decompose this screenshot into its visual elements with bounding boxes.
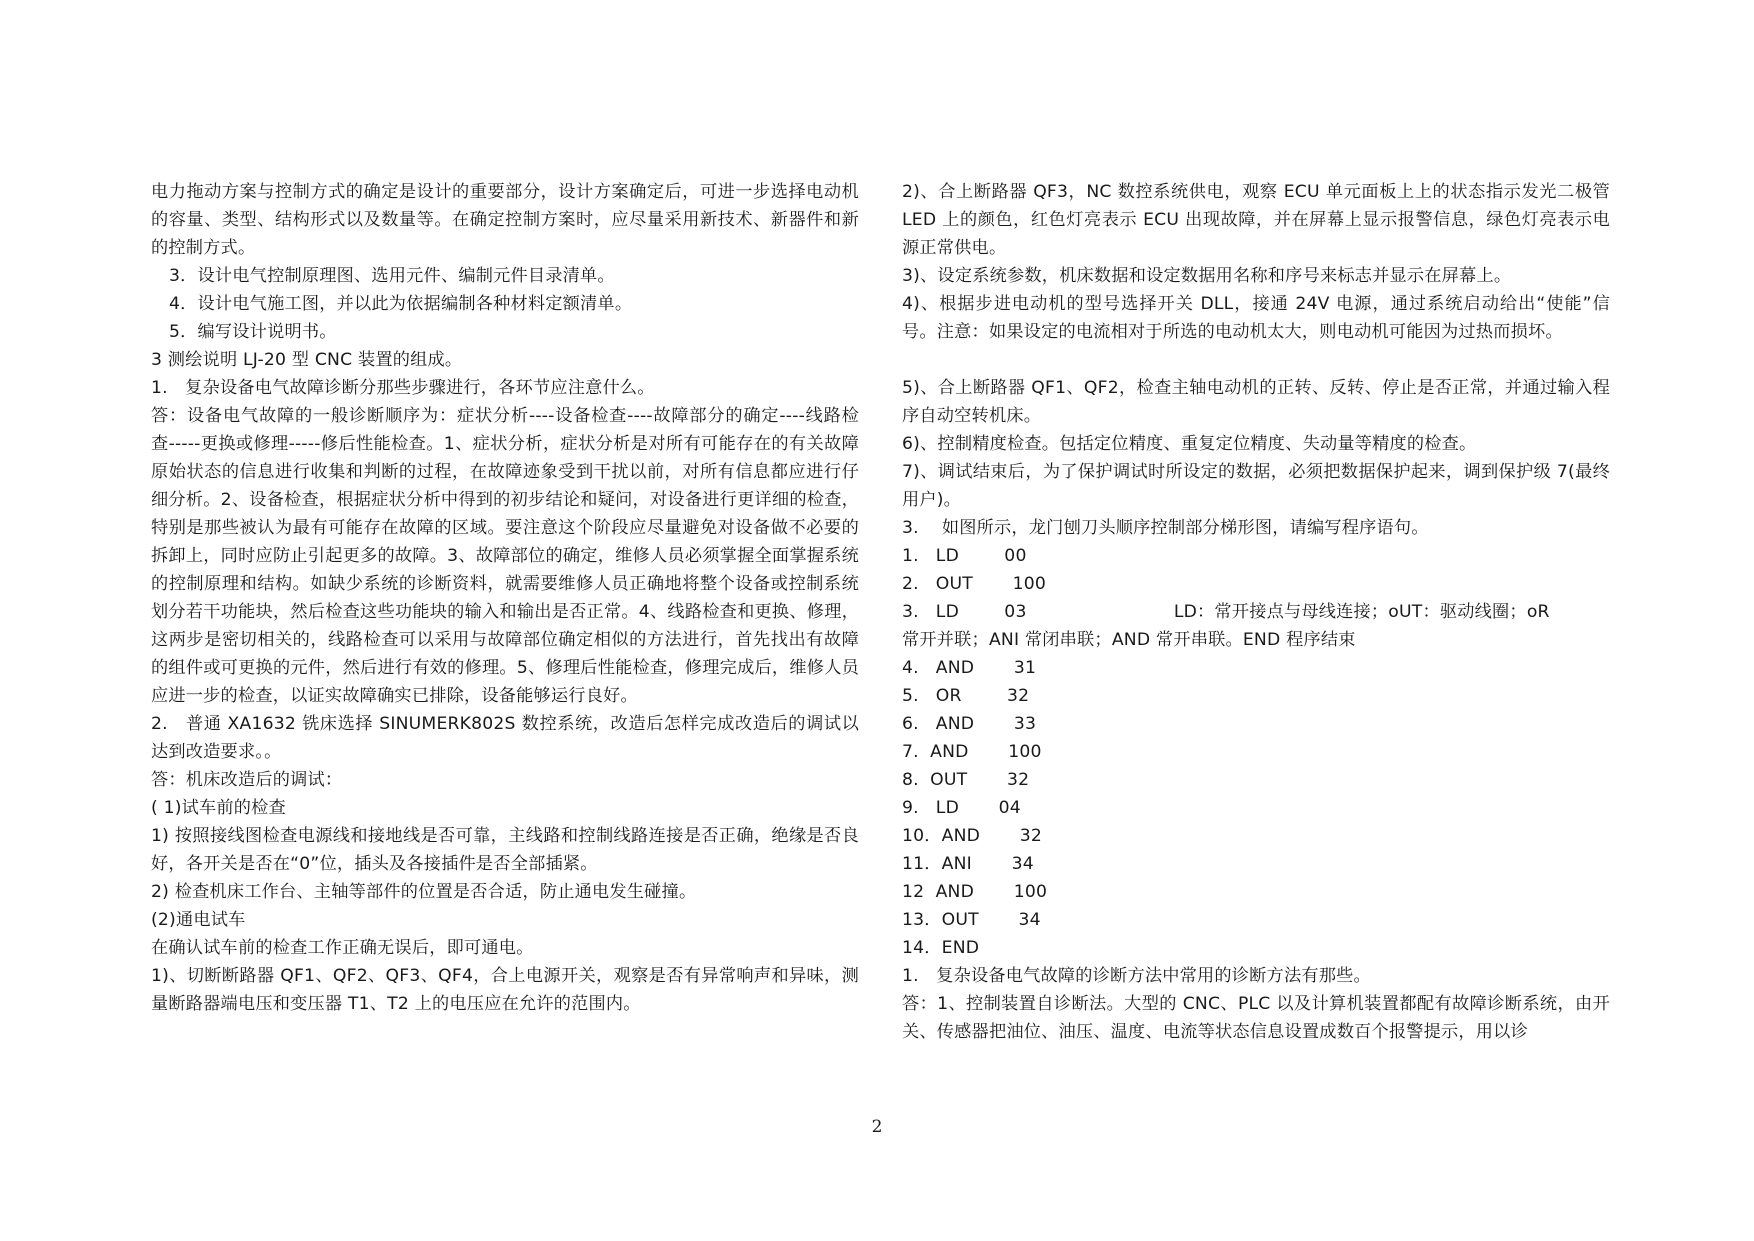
paragraph: 4．设计电气施工图，并以此为依据编制各种材料定额清单。 bbox=[169, 294, 633, 314]
paragraph: 3．设计电气控制原理图、选用元件、编制元件目录清单。 bbox=[169, 266, 615, 286]
paragraph: 3. 如图所示，龙门刨刀头顺序控制部分梯形图，请编写程序语句。 bbox=[902, 518, 1429, 538]
program-line: 6. AND 33 bbox=[902, 714, 1037, 734]
paragraph: 3 测绘说明 LJ-20 型 CNC 装置的组成。 bbox=[151, 350, 463, 370]
program-line: 9. LD 04 bbox=[902, 798, 1021, 818]
program-line: 2. OUT 100 bbox=[902, 574, 1047, 594]
paragraph: (2)通电试车 bbox=[151, 910, 246, 930]
paragraph: 在确认试车前的检查工作正确无误后，即可通电。 bbox=[151, 938, 534, 958]
paragraph: 3)、设定系统参数，机床数据和设定数据用名称和序号来标志并显示在屏幕上。 bbox=[902, 266, 1512, 286]
right-column bbox=[902, 178, 1610, 1046]
paragraph: 2)、合上断路器 QF3，NC 数控系统供电，观察 ECU 单元面板上上的状态指示发光二极管 LED 上的颜色，红色灯亮表示 ECU 出现故障，并在屏幕上显示报警信息，绿色灯亮表示电源正常供电。 bbox=[902, 182, 1610, 258]
paragraph: 1) 按照接线图检查电源线和接地线是否可靠，主线路和控制线路连接是否正确，绝缘是否良好，各开关是否在“0”位，插头及各接插件是否全部插紧。 bbox=[151, 826, 859, 874]
program-line: 10．AND 32 bbox=[902, 826, 1043, 846]
paragraph: 6)、控制精度检查。包括定位精度、重复定位精度、失动量等精度的检查。 bbox=[902, 434, 1477, 454]
paragraph: 5．编写设计说明书。 bbox=[169, 322, 337, 342]
paragraph: 1. 复杂设备电气故障诊断分那些步骤进行，各环节应注意什么。 bbox=[151, 378, 655, 398]
program-line: 1. LD 00 bbox=[902, 546, 1027, 566]
blank-line bbox=[902, 346, 1610, 374]
program-line: 5. OR 32 bbox=[902, 686, 1030, 706]
paragraph: 1)、切断断路器 QF1、QF2、QF3、QF4，合上电源开关，观察是否有异常响声和异味，测量断路器端电压和变压器 T1、T2 上的电压应在允许的范围内。 bbox=[151, 966, 859, 1014]
program-line: 3. LD 03 LD：常开接点与母线连接；oUT：驱动线圈；oR bbox=[902, 602, 1550, 622]
paragraph: 答：设备电气故障的一般诊断顺序为：症状分析----设备检查----故障部分的确定----线路检查-----更换或修理-----修后性能检查。1、症状分析，症状分析是对所有可能存在的有关故障原始状态的信息进行收集和判断的过程，在故障迹象受到干扰以前，对所有信息都应进行仔细分析。2、设备检查，根据症状分析中得到的初步结论和疑问，对设备进行更详细的检查，特别是那些被认为最有可能存在故障的区域。要注意这个阶段应尽量避免对设备做不必要的拆卸上，同时应防止引起更多的故障。3、故障部位的确定，维修人员必须掌握全面掌握系统的控制原理和结构。如缺少系统的诊断资料，就需要维修人员正确地将整个设备或控制系统划分若干功能块，然后检查这些功能块的输入和输出是否正常。4、线路检查和更换、修理，这两步是密切相关的，线路检查可以采用与故障部位确定相似的方法进行，首先找出有故障的组件或可更换的元件，然后进行有效的修理。5、修理后性能检查，修理完成后，维修人员应进一步的检查，以证实故障确实已排除，设备能够运行良好。 bbox=[151, 406, 859, 706]
paragraph: ( 1)试车前的检查 bbox=[151, 798, 286, 818]
left-column bbox=[151, 178, 859, 1018]
program-line: 8. OUT 32 bbox=[902, 770, 1030, 790]
program-line: 13．OUT 34 bbox=[902, 910, 1041, 930]
program-line: 14．END bbox=[902, 938, 980, 958]
program-line: 7. AND 100 bbox=[902, 742, 1042, 762]
paragraph: 5)、合上断路器 QF1、QF2，检查主轴电动机的正转、反转、停止是否正常，并通过输入程序自动空转机床。 bbox=[902, 378, 1610, 426]
paragraph: 答：机床改造后的调试： bbox=[151, 770, 343, 790]
program-line: 12 AND 100 bbox=[902, 882, 1048, 902]
paragraph: 2. 普通 XA1632 铣床选择 SINUMERK802S 数控系统，改造后怎样完成改造后的调试以达到改造要求。。 bbox=[151, 714, 859, 762]
page-number: 2 bbox=[871, 1117, 883, 1137]
paragraph: 7)、调试结束后，为了保护调试时所设定的数据，必须把数据保护起来，调到保护级 7(最终用户)。 bbox=[902, 462, 1610, 510]
paragraph: 4)、根据步进电动机的型号选择开关 DLL，接通 24V 电源，通过系统启动给出“使能”信号。注意：如果设定的电流相对于所选的电动机太大，则电动机可能因为过热而损坏。 bbox=[902, 294, 1610, 342]
paragraph: 2) 检查机床工作台、主轴等部件的位置是否合适，防止通电发生碰撞。 bbox=[151, 882, 697, 902]
paragraph: 答：1、控制装置自诊断法。大型的 CNC、PLC 以及计算机装置都配有故障诊断系统，由开关、传感器把油位、油压、温度、电流等状态信息设置成数百个报警提示，用以诊 bbox=[902, 994, 1610, 1042]
paragraph: 常开并联；ANI 常闭串联；AND 常开串联。END 程序结束 bbox=[902, 630, 1356, 650]
paragraph: 1. 复杂设备电气故障的诊断方法中常用的诊断方法有那些。 bbox=[902, 966, 1371, 986]
paragraph: 电力拖动方案与控制方式的确定是设计的重要部分，设计方案确定后，可进一步选择电动机的容量、类型、结构形式以及数量等。在确定控制方案时，应尽量采用新技术、新器件和新的控制方式。 bbox=[151, 182, 859, 258]
program-line: 4. AND 31 bbox=[902, 658, 1037, 678]
program-line: 11．ANI 34 bbox=[902, 854, 1034, 874]
